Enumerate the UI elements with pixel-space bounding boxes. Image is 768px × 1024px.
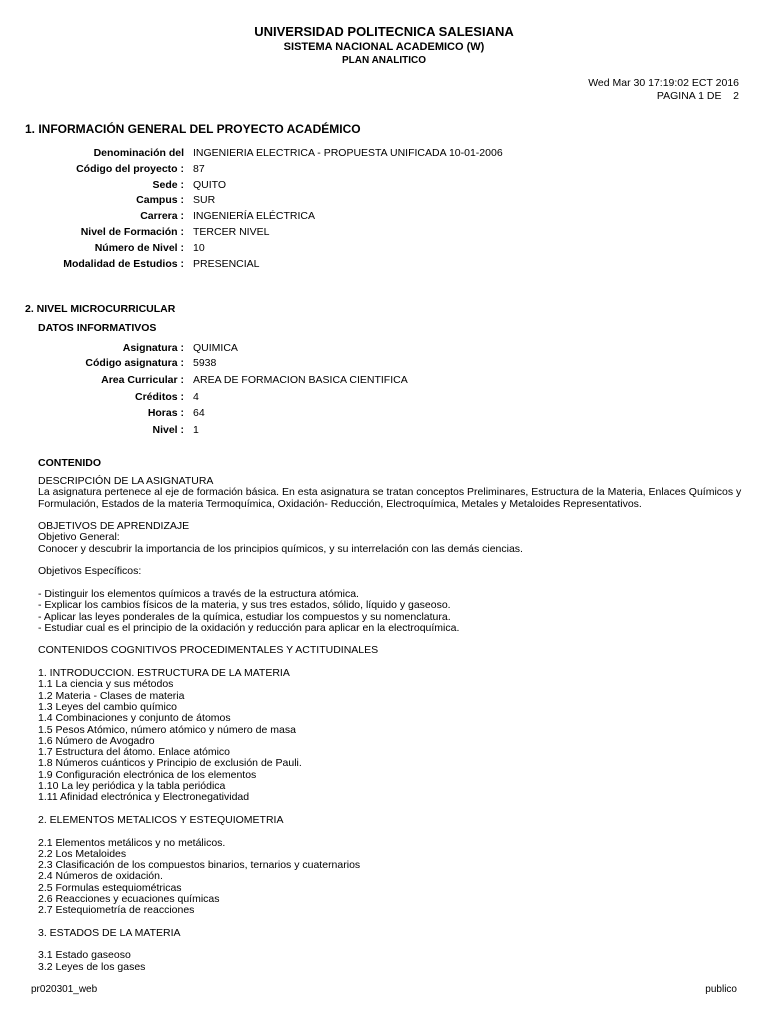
project-field-label: Sede : bbox=[152, 179, 184, 191]
course-field-row bbox=[0, 343, 768, 357]
page-indicator: PAGINA 1 DE 2 bbox=[656, 90, 739, 102]
content-line: Objetivo General: bbox=[38, 531, 120, 544]
content-line: 2. ELEMENTOS METALICOS Y ESTEQUIOMETRIA bbox=[38, 813, 284, 826]
course-field-value: 5938 bbox=[193, 357, 217, 369]
project-field-value: SUR bbox=[193, 194, 216, 206]
content-line: 1. INTRODUCCION. ESTRUCTURA DE LA MATERIA bbox=[38, 667, 290, 680]
course-field-label: Créditos : bbox=[134, 391, 184, 403]
content-line: OBJETIVOS DE APRENDIZAJE bbox=[38, 520, 190, 533]
project-field-row bbox=[0, 243, 768, 257]
content-line: 2.4 Números de oxidación. bbox=[38, 870, 163, 883]
project-field-label: Número de Nivel : bbox=[94, 242, 184, 254]
course-field-value: QUIMICA bbox=[193, 342, 238, 354]
project-field-value: INGENIERÍA ELÉCTRICA bbox=[193, 210, 315, 222]
content-line: 1.9 Configuración electrónica de los elementos bbox=[38, 768, 257, 781]
project-field-value: 10 bbox=[193, 242, 205, 254]
course-field-row bbox=[0, 392, 768, 406]
project-field-value: PRESENCIAL bbox=[193, 258, 260, 270]
datos-informativos-title: DATOS INFORMATIVOS bbox=[38, 322, 157, 334]
blank-line bbox=[38, 826, 738, 837]
project-field-value: 87 bbox=[193, 163, 205, 175]
content-title: CONTENIDO bbox=[38, 457, 101, 469]
content-line: 1.8 Números cuánticos y Principio de exclusión de Pauli. bbox=[38, 757, 302, 770]
content-line: 1.3 Leyes del cambio químico bbox=[38, 700, 177, 713]
course-field-label: Código asignatura : bbox=[85, 357, 184, 369]
project-field-value: QUITO bbox=[193, 179, 227, 191]
course-field-row bbox=[0, 375, 768, 389]
content-line: 1.5 Pesos Atómico, número atómico y número de masa bbox=[38, 723, 296, 736]
footer-form-code: pr020301_web bbox=[31, 984, 98, 995]
content-line: 2.1 Elementos metálicos y no metálicos. bbox=[38, 836, 226, 849]
content-line: 2.2 Los Metaloides bbox=[38, 847, 127, 860]
course-field-row bbox=[0, 408, 768, 422]
content-line: 1.2 Materia - Clases de materia bbox=[38, 689, 185, 702]
project-field-label: Código del proyecto : bbox=[76, 163, 184, 175]
content-line: 1.6 Número de Avogadro bbox=[38, 734, 155, 747]
content-line: - Explicar los cambios físicos de la materia, y sus tres estados, sólido, líquido y gaseoso. bbox=[38, 599, 451, 612]
content-line: 2.5 Formulas estequiométricas bbox=[38, 881, 182, 894]
content-line: 1.10 La ley periódica y la tabla periódica bbox=[38, 780, 226, 793]
blank-line bbox=[38, 555, 738, 566]
course-field-value: 1 bbox=[193, 424, 199, 436]
course-field-row bbox=[0, 425, 768, 439]
project-field-label: Modalidad de Estudios : bbox=[63, 258, 184, 270]
project-field-label: Campus : bbox=[136, 194, 184, 206]
course-field-label: Area Curricular : bbox=[101, 374, 184, 386]
course-field-label: Horas : bbox=[147, 407, 184, 419]
content-line: 1.11 Afinidad electrónica y Electronegatividad bbox=[38, 791, 250, 804]
content-line: DESCRIPCIÓN DE LA ASIGNATURA bbox=[38, 475, 214, 487]
project-field-label: Denominación del bbox=[93, 147, 184, 159]
content-line: 1.4 Combinaciones y conjunto de átomos bbox=[38, 712, 231, 725]
content-line: 1.1 La ciencia y sus métodos bbox=[38, 678, 174, 691]
system-title: SISTEMA NACIONAL ACADEMICO (W) bbox=[283, 41, 485, 53]
document-type: PLAN ANALITICO bbox=[341, 55, 427, 66]
project-field-value: TERCER NIVEL bbox=[193, 226, 270, 238]
project-field-row bbox=[0, 195, 768, 209]
course-field-value: AREA DE FORMACION BASICA CIENTIFICA bbox=[193, 374, 408, 386]
content-line: 2.6 Reacciones y ecuaciones químicas bbox=[38, 892, 220, 905]
project-field-row bbox=[0, 180, 768, 194]
blank-line bbox=[38, 939, 738, 950]
university-title: UNIVERSIDAD POLITECNICA SALESIANA bbox=[254, 24, 514, 39]
project-field-label: Carrera : bbox=[140, 210, 184, 222]
content-line: La asignatura pertenece al eje de formación básica. En esta asignatura se tratan conceptos Preliminares, Estructura de la Materia, Enlaces Químicos y bbox=[38, 486, 742, 499]
content-body bbox=[38, 475, 742, 973]
timestamp: Wed Mar 30 17:19:02 ECT 2016 bbox=[588, 77, 739, 89]
course-field-label: Asignatura : bbox=[122, 342, 184, 354]
content-line: - Estudiar cual es el principio de la oxidación y reducción para aplicar en la electroquímica. bbox=[38, 621, 460, 634]
content-line: 1.7 Estructura del átomo. Enlace atómico bbox=[38, 746, 231, 759]
content-line: - Distinguir los elementos químicos a través de la estructura atómica. bbox=[38, 587, 359, 600]
content-line: Conocer y descubrir la importancia de los principios químicos, y su interrelación con las demás ciencias. bbox=[38, 542, 523, 555]
content-line: 2.7 Estequiometría de reacciones bbox=[38, 904, 195, 917]
content-line: CONTENIDOS COGNITIVOS PROCEDIMENTALES Y ACTITUDINALES bbox=[38, 644, 379, 657]
section-1-title: 1. INFORMACIÓN GENERAL DEL PROYECTO ACADÉMICO bbox=[25, 122, 361, 136]
project-field-label: Nivel de Formación : bbox=[80, 226, 184, 238]
content-line: - Aplicar las leyes ponderales de la química, estudiar los compuestos y su nomenclatura. bbox=[38, 610, 451, 623]
project-field-value: INGENIERIA ELECTRICA - PROPUESTA UNIFICADA 10-01-2006 bbox=[193, 147, 503, 159]
content-line: Formulación, Estados de la materia Termoquímica, Oxidación- Reducción, Electroquímica, Metales y Metaloides Representativos. bbox=[38, 497, 642, 510]
content-line: Objetivos Específicos: bbox=[38, 565, 142, 578]
course-field-value: 64 bbox=[193, 407, 205, 419]
project-field-row bbox=[0, 148, 768, 162]
project-field-row bbox=[0, 211, 768, 225]
project-field-row bbox=[0, 227, 768, 241]
content-line: 2.3 Clasificación de los compuestos binarios, ternarios y cuaternarios bbox=[38, 859, 361, 872]
course-field-row bbox=[0, 358, 768, 372]
course-field-value: 4 bbox=[193, 391, 199, 403]
course-field-label: Nivel : bbox=[152, 424, 184, 436]
content-line: 3.1 Estado gaseoso bbox=[38, 949, 131, 962]
footer-visibility: publico bbox=[705, 984, 737, 995]
project-field-row bbox=[0, 259, 768, 273]
print-stamp bbox=[588, 77, 739, 103]
project-field-row bbox=[0, 164, 768, 178]
section-2-title: 2. NIVEL MICROCURRICULAR bbox=[25, 303, 176, 315]
content-line: 3.2 Leyes de los gases bbox=[38, 960, 146, 973]
content-line: 3. ESTADOS DE LA MATERIA bbox=[38, 926, 181, 939]
